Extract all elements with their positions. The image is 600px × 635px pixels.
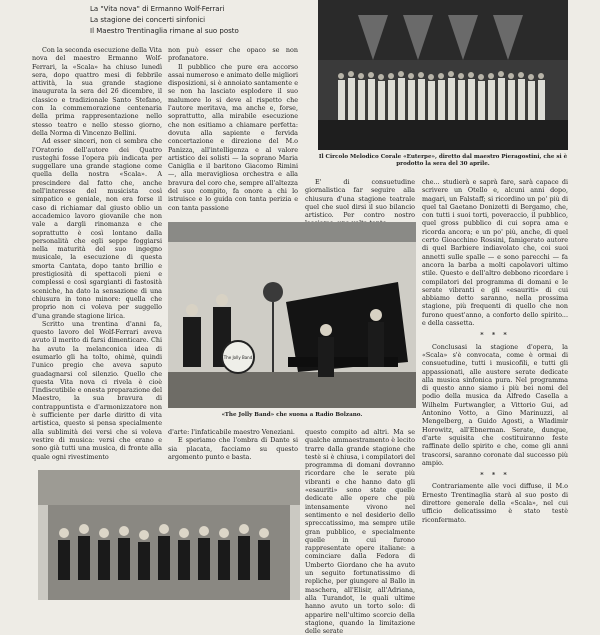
column-2 <box>168 46 298 218</box>
headline-1: La "Vita nova" di Ermanno Wolf-Ferrari <box>90 5 225 13</box>
choir-photo-image <box>318 0 568 150</box>
headline-block <box>90 4 239 37</box>
choir-photo <box>318 0 568 150</box>
paragraph: Il pubblico che pure era accorso assai numeroso e animato delle migliori disposizioni, si è annoiato santamente e se non ha lasciato esplodere il suo malumore lo si deve al rispetto che l'autore meritava, ma anche e, forse, soprattutto, alla mirabile esecuzione che non esitiamo a chiamare perfetta: dovuta alla sapiente e fervida concertazione e direzione del M.o Panizza, all'intelligenza e al valore artistico dei solisti — la soprano Maria Caniglia e il baritono Giacomo Rimini —, alla meravigliosa orchestra e alla bravura del coro che, sempre all'altezza del suo compito, fa onore a chi lo istruisce e lo guida con tanta perizia e con tanta passione <box>168 62 298 212</box>
headline-3: Il Maestro Trentinaglia rimane al suo posto <box>90 27 239 35</box>
column-4 <box>422 178 568 600</box>
paragraph: questo compito ad altri. Ma se qualche ammaestramento è lecito trarre dalla grande stagione che testè si è chiusa, i compilatori del programma di domani dovranno ricordare che le serate più vibranti e che hanno dato gli «esauriti» sono state quelle dedicate alle opere che più intensamente vivono nel sentimento e nel desiderio dello spreccatissimo, ma sempre utile gran pubblico, e specialmente quelle in cui furono rappresentate opere italiane: a cominciare dalla Fedora di Umberto Giordano che ha avuto un seguito fortunatissimo di repliche, per giungere al Ballo in maschera, all'Elisir, all'Adriana, alla Turandot, le quali ultime hanno avuto un torto solo: di apparire nell'ultimo scorcio della stagione, quando la limitazione delle serate <box>305 428 415 635</box>
paragraph: Conclusasi la stagione d'opera, la «Scala» s'è convocata, come è ormai di consuetudine, tutti i musicofili, e tutti gli appassionati, alle austere serate dedicate alla musica sinfonica pura. Nel programma di questo anno siamo i più bei nomi del podio della musica da Alfredo Casella a Wilhelm Furtwangler, a Vittorio Gui, ad Antonino Votto, a Gino Marinuzzi, al Mengelberg, a Guido Agosti, a Wladimir Horowitz, all'Ebnerman. Serate, dunque, d'arte squisita che costituiranno feste raffinate dello spirito e che, come gli anni trascorsi, saranno coronate dal successo più ampio. <box>422 342 568 467</box>
paragraph: Ad esser sinceri, non ci sembra che l'Oratorio dell'autore dei Quatro rusteghi fosse l'opera più indicata per suggellare una grande stagione come quella della nostra «Scala». A prescindere dal fatto che, anche nell'interesse del musicista così simpatico e geniale, non era forse il caso di richiamar dal giusto oblio un accademico lavoro giovanile che non vale a dargli rinomanza e che soprattutto è così lontano dalla personalità che egli seppe foggiarsi nella maturità del suo ingegno musicale, la esecuzione di questa smorta Cantata, dopo tanto brillio e prestigiosità di spettacoli pieni e complessi e così sgargianti di fastosità sceniche, ha dato la sensazione di una chiusura in tono minore: quella che proprio non ci voleva per suggello d'una grande stagione lirica. <box>32 137 162 320</box>
section-separator: * * * <box>480 471 510 480</box>
jolly-band-caption: «The Jolly Band» che suona a Radio Bolzano. <box>221 412 363 418</box>
paragraph: E speriamo che l'ombra di Dante si sia placata, facciamo su questo argomento punto e basta. <box>168 436 298 461</box>
paragraph: che... studierà e saprà fare, sarà capace di scrivere un Otello e, alcuni anni dopo, magari, un Falstaff; si ricordino un po' più di quel tal Gaetano Donizetti di Bergamo, che, con tutti i suoi torti, poveraccio, il pubblico, quel gross pubblico di cui sopra ama e ricorda ancora; e un po' più, anche, di quel certo Gioacchino Rossini, famigerato autore di quel Barbiere indiavolato che, coi suoi annetti sulle spalle — e sono parecchi — fa ancora la barba a molti capolavori ultimo stile. Questo e dell'altro debbono ricordare i compilatori del programma di domani e le serate vibranti e gli «esauriti» di cui abbiamo detto saranno, nella prossima stagione, più frequenti di quello che non furono quest'anno, a conforto dello spirito... e della cassetta. <box>422 178 568 328</box>
headline-2: La stagione dei concerti sinfonici <box>90 16 206 24</box>
paragraph: non può esser che opaco se non profanatore. <box>168 46 298 63</box>
column-1 <box>32 46 162 530</box>
column-2-bottom <box>168 428 298 468</box>
choir-caption: Il Circolo Melodico Corale «Euterpe», diretto dal maestro Pieragostini, che si è prodotto la sera del 30 aprile. <box>318 154 568 167</box>
paragraph: Con la seconda esecuzione della Vita nova del maestro Ermanno Wolf-Ferrari, la «Scala» ha chiuso lunedì sera, dopo quattro mesi di febbrile attività, la sua grande stagione inaugurata la sera del 26 dicembre, il classico e tradizionale Santo Stefano, con la commemorazione centenaria della prima rappresentazione nello stesso teatro e nello stesso giorno, della Norma di Vincenzo Bellini. <box>32 46 162 137</box>
jolly-band-photo-image <box>168 222 416 408</box>
paragraph: Contrariamente alle voci diffuse, il M.o Ernesto Trentinaglia starà al suo posto di direttore generale della «Scala», nel cui ufficio delicatissimo è stato testè riconfermato. <box>422 482 568 524</box>
column-3-top <box>305 178 415 220</box>
orchestra-photo-image <box>38 470 300 600</box>
paragraph: E' di consuetudine giornalistica far seguire alla chiusura d'una stagione teatrale quel che suol dirsi il suo bilancio artistico. Per contro nostro <box>305 178 415 220</box>
column-3-bottom <box>305 428 415 635</box>
drum-label: The Jolly Band <box>223 355 253 360</box>
paragraph: Scritto una trentina d'anni fa, questo lavoro del Wolf-Ferrari aveva avuto il merito di farsi dimenticare. Chi ha avuto la melanconica idea di esumarlo gli ha tolto, ohimè, quindi l'unico pregio che aveva saputo guadagnarsi col silenzio. Quello che questa Vita nova ci rivela è cioè l'indiscutibile e onesta preparazione del Maestro, la sua bravura di contrappuntista e d'armonizzatore non è sufficiente per darle diritto di vita artistica, questo si pensa specialmente alla sublimità dei versi che si voleva vestire di musica: versi che erano e sono già tutti una musica, di fronte alla quale ogni rivestimento <box>32 319 162 461</box>
section-separator: * * * <box>480 331 510 340</box>
orchestra-photo <box>38 470 300 600</box>
paragraph: d'arte: l'infaticabile maestro Veneziani. <box>168 428 295 436</box>
jolly-band-photo <box>168 222 416 408</box>
